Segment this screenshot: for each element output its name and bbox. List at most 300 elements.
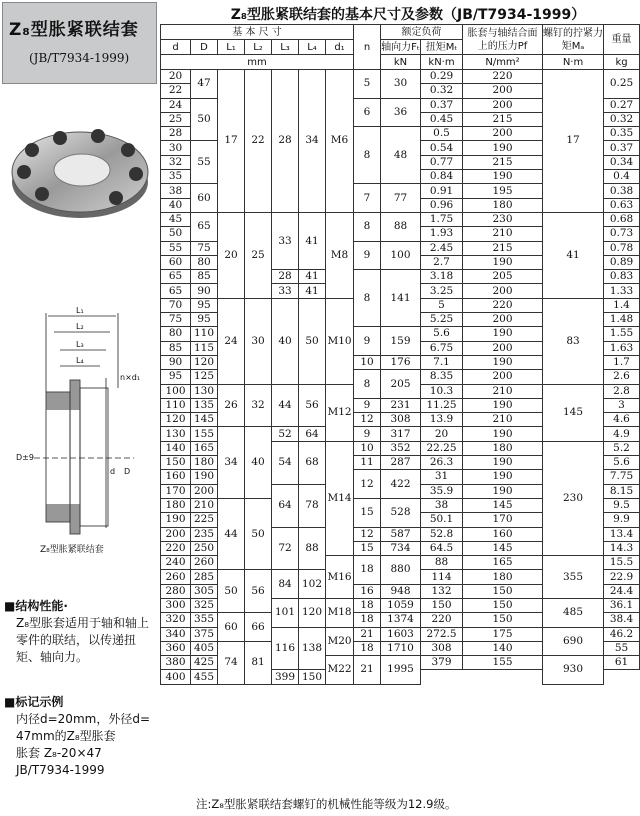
cell-weight: 1.48 [604, 313, 640, 327]
cell-pressure: 180 [463, 198, 543, 212]
cell-weight: 1.63 [604, 341, 640, 355]
cell-d: 90 [161, 355, 191, 369]
cell-D: 375 [191, 627, 218, 641]
cell-L2: 25 [245, 212, 272, 298]
cell-d: 240 [161, 556, 191, 570]
unit-nmm2: N/mm² [463, 55, 543, 70]
header-col: L₂ [245, 40, 272, 55]
header-col: d₁ [326, 40, 354, 55]
cell-n: 21 [354, 627, 381, 641]
cell-axial-force: 287 [381, 456, 421, 470]
cell-torque: 0.54 [421, 141, 463, 155]
product-standard: (JB/T7934-1999) [29, 51, 130, 65]
cell-D: 85 [191, 270, 218, 284]
cell-L4: 88 [299, 527, 326, 570]
cell-torque: 5.25 [421, 313, 463, 327]
cell-D: 110 [191, 327, 218, 341]
cell-L3: 116 [272, 627, 299, 670]
cell-torque: 0.96 [421, 198, 463, 212]
cell-weight: 0.4 [604, 170, 640, 184]
cell-d: 25 [161, 112, 191, 126]
cell-axial-force: 422 [381, 470, 421, 499]
cell-d: 80 [161, 327, 191, 341]
table-row [161, 212, 640, 226]
label-D: D [124, 467, 131, 476]
cell-axial-force: 1995 [381, 656, 421, 685]
cell-weight: 24.4 [604, 584, 640, 598]
cell-pressure: 200 [463, 98, 543, 112]
label-l1: L₁ [76, 306, 84, 315]
cell-L4: 138 [299, 627, 326, 670]
cell-torque: 6.75 [421, 341, 463, 355]
cell-weight: 5.2 [604, 441, 640, 455]
cell-n: 8 [354, 212, 381, 241]
cell-weight: 0.37 [604, 141, 640, 155]
cell-D: 260 [191, 556, 218, 570]
cell-d1: M6 [326, 70, 354, 213]
cell-weight: 4.9 [604, 427, 640, 441]
cell-axial-force: 948 [381, 584, 421, 598]
cell-n: 15 [354, 498, 381, 527]
cell-L4: 120 [299, 598, 326, 627]
figure-caption: Z₈型胀紧联结套 [40, 545, 104, 555]
cell-pressure: 190 [463, 170, 543, 184]
cell-n: 18 [354, 556, 381, 585]
cell-n: 8 [354, 127, 381, 184]
cell-D: 285 [191, 570, 218, 584]
cell-axial-force: 734 [381, 541, 421, 555]
cell-d: 30 [161, 141, 191, 155]
cell-n: 12 [354, 470, 381, 499]
cell-d: 360 [161, 641, 191, 655]
cell-d1: M16 [326, 556, 354, 599]
cell-torque: 5 [421, 298, 463, 312]
cell-weight: 0.25 [604, 70, 640, 99]
cell-pressure: 140 [463, 641, 543, 655]
cell-d: 160 [161, 470, 191, 484]
cell-d: 320 [161, 613, 191, 627]
cell-axial-force: 88 [381, 212, 421, 241]
cell-d: 190 [161, 513, 191, 527]
cell-n: 6 [354, 98, 381, 127]
cell-weight: 7.75 [604, 470, 640, 484]
cell-d: 100 [161, 384, 191, 398]
cell-axial-force: 141 [381, 270, 421, 327]
cell-D: 135 [191, 398, 218, 412]
cell-pressure: 155 [463, 656, 543, 670]
example-section [4, 694, 156, 779]
cell-pressure: 195 [463, 184, 543, 198]
spec-table-body [161, 70, 640, 685]
cell-pressure: 180 [463, 570, 543, 584]
header-pressure: 胀套与轴结合面上的压力Pf [463, 25, 543, 55]
cell-axial-force: 48 [381, 127, 421, 184]
performance-text: Z₈型胀套适用于轴和轴上零件的联结，以传递扭矩、轴向力。 [16, 616, 150, 664]
cell-L3: 72 [272, 527, 299, 570]
cell-n: 9 [354, 398, 381, 412]
cell-torque: 20 [421, 427, 463, 441]
cell-screw-torque: 145 [543, 384, 604, 441]
cell-axial-force: 880 [381, 556, 421, 585]
cell-d: 24 [161, 98, 191, 112]
cell-d: 35 [161, 170, 191, 184]
label-l3: L₃ [76, 340, 84, 349]
cell-axial-force: 30 [381, 70, 421, 99]
cell-n: 12 [354, 527, 381, 541]
cell-D: 305 [191, 584, 218, 598]
cell-weight: 0.32 [604, 112, 640, 126]
cell-L3: 28 [272, 270, 299, 284]
cell-weight: 1.55 [604, 327, 640, 341]
cell-pressure: 220 [463, 70, 543, 84]
cell-torque: 1.75 [421, 212, 463, 226]
cell-pressure: 190 [463, 456, 543, 470]
unit-kg: kg [604, 55, 640, 70]
cell-torque: 2.7 [421, 255, 463, 269]
header-col: L₄ [299, 40, 326, 55]
example-line: JB/T7934-1999 [16, 763, 105, 777]
cell-torque: 50.1 [421, 513, 463, 527]
cell-axial-force: 1710 [381, 641, 421, 655]
cell-L4: 34 [299, 70, 326, 213]
title-box [2, 2, 157, 84]
cell-d: 380 [161, 656, 191, 670]
cell-torque: 52.8 [421, 527, 463, 541]
cell-d: 40 [161, 198, 191, 212]
cell-L1: 60 [218, 613, 245, 642]
unit-mm: mm [161, 55, 354, 70]
example-line: 胀套 Z₈-20×47 [16, 746, 102, 760]
product-title: Z₈型胀紧联结套 [9, 20, 139, 40]
product-photo [2, 110, 152, 225]
cell-D: 325 [191, 598, 218, 612]
cell-torque: 7.1 [421, 355, 463, 369]
cell-n: 18 [354, 613, 381, 627]
unit-knm: kN·m [421, 55, 463, 70]
label-l2: L₂ [76, 322, 84, 331]
cell-pressure: 160 [463, 527, 543, 541]
section-drawing [14, 288, 154, 563]
cell-axial-force: 176 [381, 355, 421, 369]
cell-D: 80 [191, 255, 218, 269]
cell-D: 125 [191, 370, 218, 384]
cell-d1: M18 [326, 598, 354, 627]
example-title: ■标记示例 [4, 695, 64, 709]
unit-kn: kN [381, 55, 421, 70]
cell-L3: 84 [272, 570, 299, 599]
cell-weight: 61 [604, 656, 640, 670]
cell-d: 32 [161, 155, 191, 169]
cell-d: 280 [161, 584, 191, 598]
header-axial: 轴向力Fₜ [381, 41, 420, 53]
cell-d: 400 [161, 670, 191, 684]
header-torque: 扭矩Mₜ [421, 40, 463, 55]
header-col: L₃ [272, 40, 299, 55]
header-screw-torque: 螺钉的拧紧力矩Mₐ [543, 25, 604, 55]
cell-d: 85 [161, 341, 191, 355]
cell-screw-torque: 41 [543, 212, 604, 298]
cell-D: 47 [191, 70, 218, 99]
cell-L2: 40 [245, 427, 272, 498]
cell-pressure: 190 [463, 327, 543, 341]
cell-weight: 46.2 [604, 627, 640, 641]
cell-weight: 22.9 [604, 570, 640, 584]
label-l4: L₄ [76, 356, 84, 365]
cell-L4: 102 [299, 570, 326, 599]
cell-torque: 0.5 [421, 127, 463, 141]
cell-pressure: 205 [463, 270, 543, 284]
cell-L3: 33 [272, 212, 299, 269]
cell-torque: 399 [272, 670, 299, 684]
cell-L2: 50 [245, 498, 272, 569]
cell-weight: 0.27 [604, 98, 640, 112]
cell-weight: 9.9 [604, 513, 640, 527]
cell-d1: M8 [326, 212, 354, 298]
cell-L3: 64 [272, 484, 299, 527]
cell-d: 20 [161, 70, 191, 84]
cell-L1: 20 [218, 212, 245, 298]
cell-D: 95 [191, 298, 218, 312]
cell-d: 150 [161, 456, 191, 470]
header-rated-load: 额定负荷 [381, 25, 463, 40]
cell-screw-torque: 83 [543, 298, 604, 384]
cell-D: 120 [191, 355, 218, 369]
cell-d: 260 [161, 570, 191, 584]
cell-L2: 30 [245, 298, 272, 384]
cell-torque: 64.5 [421, 541, 463, 555]
cell-D: 130 [191, 384, 218, 398]
cell-axial-force: 36 [381, 98, 421, 127]
cell-axial-force: 205 [381, 370, 421, 399]
cell-D: 115 [191, 341, 218, 355]
cell-d: 95 [161, 370, 191, 384]
cell-weight: 0.63 [604, 198, 640, 212]
cell-n: 18 [354, 641, 381, 655]
cell-L1: 44 [218, 498, 245, 569]
cell-D: 200 [191, 484, 218, 498]
cell-pressure: 150 [463, 613, 543, 627]
example-line: 47mm的Z₈型胀套 [16, 729, 116, 743]
cell-axial-force: 159 [381, 327, 421, 356]
cell-screw-torque: 230 [543, 441, 604, 555]
cell-pressure: 190 [463, 427, 543, 441]
cell-d: 340 [161, 627, 191, 641]
cell-torque: 150 [421, 598, 463, 612]
cell-torque: 0.32 [421, 84, 463, 98]
cell-axial-force: 100 [381, 241, 421, 270]
cell-pressure: 175 [463, 627, 543, 641]
cell-axial-force: 308 [381, 413, 421, 427]
cell-weight: 0.89 [604, 255, 640, 269]
label-d: d [110, 467, 116, 476]
cell-weight: 2.6 [604, 370, 640, 384]
cell-L4: 41 [299, 212, 326, 269]
cell-pressure: 180 [463, 441, 543, 455]
cell-L2: 56 [245, 570, 272, 613]
cell-L4: 50 [299, 298, 326, 384]
header-n: n [354, 25, 381, 70]
cell-D: 425 [191, 656, 218, 670]
cell-weight: 0.34 [604, 155, 640, 169]
cell-pressure: 200 [463, 313, 543, 327]
cell-d: 45 [161, 212, 191, 226]
cell-D: 50 [191, 98, 218, 141]
cell-weight: 38.4 [604, 613, 640, 627]
cell-torque: 11.25 [421, 398, 463, 412]
cell-weight: 0.73 [604, 227, 640, 241]
cell-D: 95 [191, 313, 218, 327]
cell-n: 9 [354, 241, 381, 270]
cell-L1: 50 [218, 570, 245, 613]
cell-D: 65 [191, 212, 218, 241]
cell-d: 180 [161, 498, 191, 512]
cell-screw-torque: 930 [543, 656, 604, 685]
cell-d: 300 [161, 598, 191, 612]
cell-n: 11 [354, 456, 381, 470]
performance-title: ■结构性能· [4, 599, 68, 613]
cell-D: 55 [191, 141, 218, 184]
cell-torque: 132 [421, 584, 463, 598]
cell-torque: 8.35 [421, 370, 463, 384]
cell-pressure: 210 [463, 227, 543, 241]
cell-pressure: 190 [463, 255, 543, 269]
cell-pressure: 190 [463, 141, 543, 155]
cell-axial-force: 1059 [381, 598, 421, 612]
cell-d: 28 [161, 127, 191, 141]
cell-torque: 0.45 [421, 112, 463, 126]
cell-D: 210 [191, 498, 218, 512]
cell-n: 5 [354, 70, 381, 99]
cell-pressure: 200 [463, 127, 543, 141]
cell-axial-force: 231 [381, 398, 421, 412]
cell-torque: 0.84 [421, 170, 463, 184]
label-nd1: n×d₁ [120, 373, 141, 382]
cell-D: 355 [191, 613, 218, 627]
cell-torque: 272.5 [421, 627, 463, 641]
cell-L3: 52 [272, 427, 299, 441]
cell-D: 180 [191, 456, 218, 470]
cell-pressure: 190 [463, 484, 543, 498]
cell-D: 145 [191, 413, 218, 427]
cell-L4: 68 [299, 441, 326, 484]
cell-pressure: 200 [463, 284, 543, 298]
table-row [161, 70, 640, 84]
cell-torque: 0.91 [421, 184, 463, 198]
cell-pressure: 145 [463, 541, 543, 555]
cell-torque: 0.77 [421, 155, 463, 169]
cell-n: 9 [354, 327, 381, 356]
cell-D: 165 [191, 441, 218, 455]
cell-torque: 308 [421, 641, 463, 655]
cell-D: 90 [191, 284, 218, 298]
cell-torque: 1.93 [421, 227, 463, 241]
cell-torque: 5.6 [421, 327, 463, 341]
cell-n: 7 [354, 184, 381, 213]
cell-torque: 0.29 [421, 70, 463, 84]
cell-L4: 41 [299, 270, 326, 284]
cell-torque: 26.3 [421, 456, 463, 470]
cell-screw-torque: 17 [543, 70, 604, 213]
cell-weight: 3 [604, 398, 640, 412]
cell-pressure: 210 [463, 384, 543, 398]
cell-pressure: 220 [463, 298, 543, 312]
cell-d1: M12 [326, 384, 354, 441]
cell-n: 8 [354, 370, 381, 399]
header-col: d [161, 40, 191, 55]
cell-axial-force: 1374 [381, 613, 421, 627]
cell-weight: 1.4 [604, 298, 640, 312]
cell-n: 12 [354, 413, 381, 427]
cell-L1: 26 [218, 384, 245, 427]
cell-torque: 379 [421, 656, 463, 670]
cell-d: 55 [161, 241, 191, 255]
cell-L4: 56 [299, 384, 326, 427]
cell-weight: 1.33 [604, 284, 640, 298]
cell-weight: 4.6 [604, 413, 640, 427]
cell-d1: M10 [326, 298, 354, 384]
cell-weight: 0.35 [604, 127, 640, 141]
cell-n: 10 [354, 355, 381, 369]
cell-D: 60 [191, 184, 218, 213]
cell-L1: 74 [218, 641, 245, 684]
cell-d: 50 [161, 227, 191, 241]
cell-d: 220 [161, 541, 191, 555]
cell-weight: 36.1 [604, 598, 640, 612]
cell-pressure: 145 [463, 498, 543, 512]
cell-n: 9 [354, 427, 381, 441]
cell-weight: 0.78 [604, 241, 640, 255]
cell-pressure: 200 [463, 341, 543, 355]
cell-axial-force: 77 [381, 184, 421, 213]
cell-d: 140 [161, 441, 191, 455]
cell-d: 170 [161, 484, 191, 498]
cell-pressure: 150 [299, 670, 326, 684]
cell-d1: M14 [326, 441, 354, 555]
cell-torque: 10.3 [421, 384, 463, 398]
cell-L1: 17 [218, 70, 245, 213]
cell-n: 15 [354, 541, 381, 555]
cell-weight: 0.68 [604, 212, 640, 226]
cell-D: 225 [191, 513, 218, 527]
cell-axial-force: 587 [381, 527, 421, 541]
cell-torque: 22.25 [421, 441, 463, 455]
cell-torque: 35.9 [421, 484, 463, 498]
cell-torque: 3.25 [421, 284, 463, 298]
left-panel [0, 0, 158, 816]
cell-weight: 9.5 [604, 498, 640, 512]
cell-d1: M20 [326, 627, 354, 656]
cell-pressure: 150 [463, 584, 543, 598]
cell-pressure: 230 [463, 212, 543, 226]
cell-pressure: 165 [463, 556, 543, 570]
cell-screw-torque: 485 [543, 598, 604, 627]
cell-d: 110 [161, 398, 191, 412]
cell-weight: 8.15 [604, 484, 640, 498]
cell-L3: 33 [272, 284, 299, 298]
cell-weight: 1.7 [604, 355, 640, 369]
cell-n: 10 [354, 441, 381, 455]
table-title: Z₈型胀紧联结套的基本尺寸及参数（JB/T7934-1999） [230, 7, 586, 23]
cell-n: 8 [354, 270, 381, 327]
cell-L3: 101 [272, 598, 299, 627]
cell-weight: 2.8 [604, 384, 640, 398]
cell-L3: 44 [272, 384, 299, 427]
cell-screw-torque: 355 [543, 556, 604, 599]
cell-weight: 5.6 [604, 456, 640, 470]
cell-torque: 88 [421, 556, 463, 570]
cell-D: 405 [191, 641, 218, 655]
cell-screw-torque: 690 [543, 627, 604, 656]
